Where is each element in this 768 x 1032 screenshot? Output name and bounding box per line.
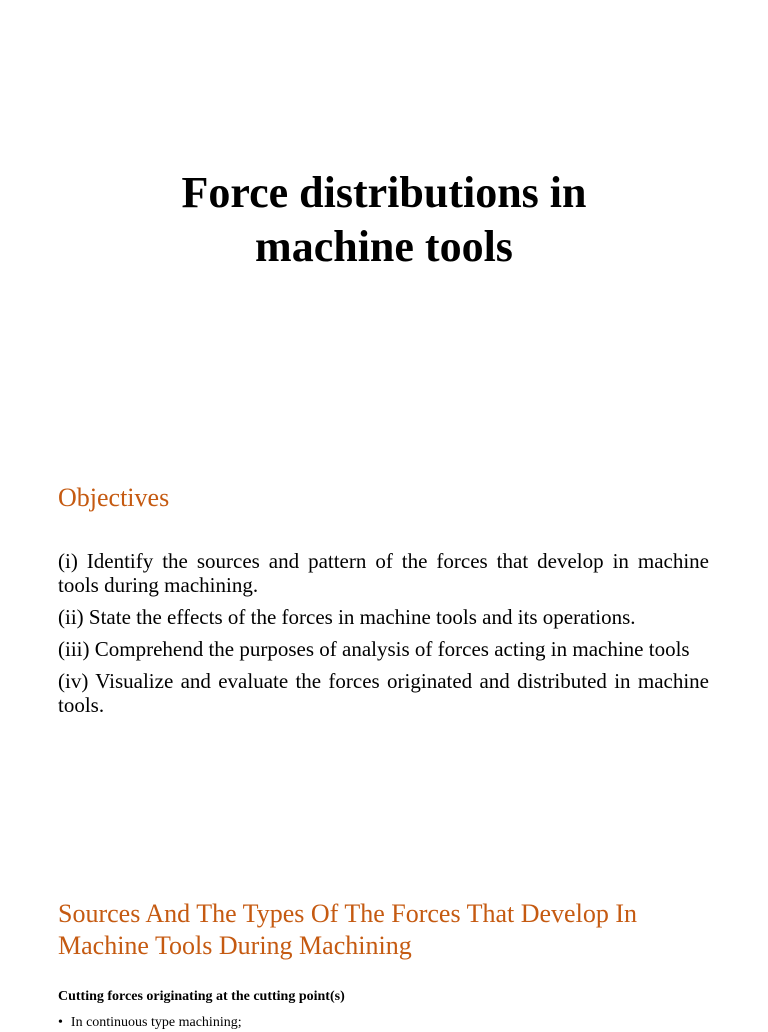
sources-heading: Sources And The Types Of The Forces That Develop In Machine Tools During Machining — [58, 899, 637, 960]
page-title-line-2: machine tools — [255, 222, 513, 271]
objective-item-4: (iv) Visualize and evaluate the forces originated and distributed in machine tools. — [58, 669, 709, 717]
page-title — [0, 166, 768, 274]
objective-item-2: (ii) State the effects of the forces in machine tools and its operations. — [58, 605, 636, 629]
objective-item-1: (i) Identify the sources and pattern of the forces that develop in machine tools during machining. — [58, 549, 709, 597]
page-title-line-1: Force distributions in — [181, 168, 587, 217]
bullet-text: In continuous type machining; — [70, 1015, 242, 1030]
bullet-icon: • — [58, 1015, 63, 1030]
list-item — [58, 1014, 242, 1032]
sources-bullet-list — [58, 1014, 242, 1032]
objectives-list — [58, 549, 709, 725]
objectives-heading: Objectives — [58, 483, 170, 512]
objective-item-3: (iii) Comprehend the purposes of analysis of forces acting in machine tools — [58, 637, 690, 661]
cutting-forces-subheading: Cutting forces originating at the cutting point(s) — [58, 989, 345, 1004]
